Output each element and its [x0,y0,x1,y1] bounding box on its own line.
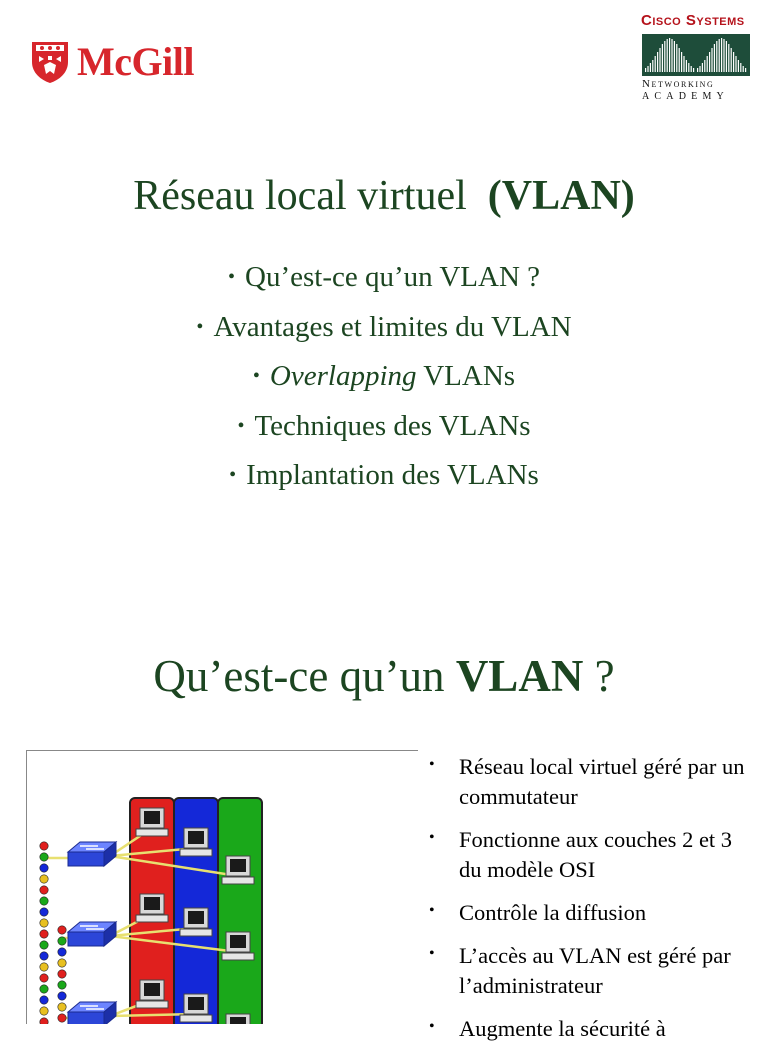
computer-icon [222,1014,254,1024]
list-item [0,409,768,459]
switch-icon [68,1002,116,1024]
bullet-icon: • [429,829,435,846]
slide2-title [0,650,768,702]
bullet-icon: • [227,266,235,288]
backbone-bead [40,842,48,850]
slide1-title [0,172,768,220]
backbone-bead [58,981,66,989]
list-item-text: Contrôle la diffusion [459,900,647,925]
computer-icon [136,808,168,836]
backbone-bead [40,908,48,916]
computer-icon [180,994,212,1022]
bullet-icon: • [429,756,435,773]
bullet-icon: • [252,365,260,387]
list-item [428,1014,758,1044]
computer-icon [180,828,212,856]
list-item [428,898,758,928]
list-item-text: Fonctionne aux couches 2 et 3 du modèle OSI [459,827,733,882]
backbone-bead [40,974,48,982]
backbone-bead [40,897,48,905]
backbone-bead [58,970,66,978]
list-item [0,359,768,409]
list-item [428,752,758,812]
bullet-icon: • [429,1018,435,1035]
slide2-bullet-list [428,752,758,1057]
computer-icon [180,908,212,936]
backbone-bead [40,886,48,894]
cisco-logo [630,12,755,107]
backbone-bead [40,864,48,872]
list-item [0,260,768,310]
slide2-title-end: ? [583,651,615,701]
list-item-text: Implantation des VLANs [246,459,539,491]
computer-icon [222,932,254,960]
backbone-bead [58,959,66,967]
list-item-text: Avantages et limites du VLAN [213,310,572,343]
backbone-bead [40,996,48,1004]
backbone-bead [40,919,48,927]
cisco-networking-text: Networking [642,78,715,90]
list-item-text: Qu’est-ce qu’un VLAN ? [245,261,541,293]
computer-icon [136,980,168,1008]
backbone-bead [58,1014,66,1022]
bullet-icon: • [229,464,237,486]
computer-icon [222,856,254,884]
bullet-icon: • [237,414,245,437]
list-item-text: L’accès au VLAN est géré par l’administrateur [459,943,731,998]
mcgill-wordmark: McGill [77,39,194,84]
mcgill-logo [30,40,220,84]
list-item-text: Techniques des VLANs [254,409,531,442]
vlan-network-diagram [26,750,418,1024]
backbone-bead [58,926,66,934]
vlan-column-green [218,798,262,1024]
slide1-title-bold: (VLAN) [487,173,635,219]
list-item-text: VLANs [416,360,516,392]
list-item [428,941,758,1001]
backbone-bead [40,985,48,993]
backbone-bead [40,941,48,949]
list-item-text: Réseau local virtuel géré par un commutateur [459,754,745,809]
slide2-title-regular: Qu’est-ce qu’un [153,651,456,701]
backbone-bead [58,1003,66,1011]
backbone-bead [40,1007,48,1015]
list-item-text: Augmente la sécurité à [459,1016,666,1041]
backbone-bead [40,963,48,971]
bullet-icon: • [196,315,204,338]
bullet-icon: • [429,902,435,919]
slide1-bullet-list [0,260,768,508]
backbone-bead [40,875,48,883]
backbone-bead [40,952,48,960]
bullet-icon: • [429,945,435,962]
list-item [0,458,768,508]
backbone-bead [40,1018,48,1024]
cisco-bridge-icon [642,34,750,76]
switch-icon [68,922,116,946]
switch-icon [68,842,116,866]
slide1-title-regular: Réseau local virtuel [133,173,488,219]
backbone-bead [58,948,66,956]
mcgill-shield-icon [30,40,70,84]
computer-icon [136,894,168,922]
cisco-wordmark: Cisco Systems [641,12,745,29]
cisco-academy-text: ACADEMY [642,91,729,102]
backbone-bead [40,930,48,938]
list-item-italic: Overlapping [269,360,417,392]
list-item [428,825,758,885]
slide2-title-bold: VLAN [455,651,584,701]
backbone-bead [58,937,66,945]
backbone-bead [58,992,66,1000]
list-item [0,310,768,360]
backbone-bead [40,853,48,861]
